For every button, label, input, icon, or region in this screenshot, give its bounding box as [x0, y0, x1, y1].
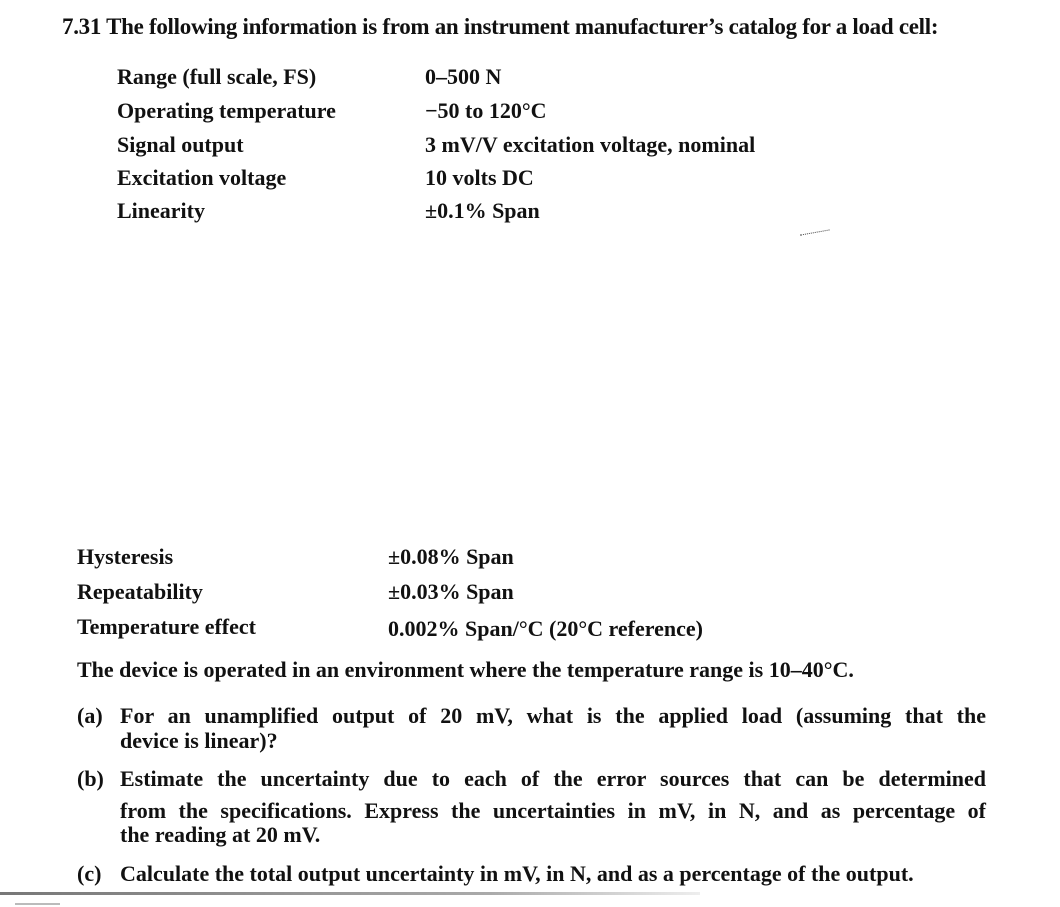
part-label: (b) [77, 766, 104, 791]
spec-value: 10 volts DC [425, 165, 534, 190]
spec-value: ±0.08% Span [388, 544, 514, 569]
spec-label: Signal output [117, 132, 244, 157]
spec-label: Linearity [117, 198, 205, 223]
spec-value: 3 mV/V excitation voltage, nominal [425, 132, 756, 157]
spec-label: Excitation voltage [117, 165, 287, 190]
page-edge-divider [0, 892, 700, 895]
part-text-line: For an unamplified output of 20 mV, what is the applied load (assuming that the [120, 703, 986, 728]
problem-number: 7.31 [62, 14, 102, 39]
spec-label: Hysteresis [77, 544, 174, 569]
spec-label: Temperature effect [77, 614, 256, 639]
part-text-line: the reading at 20 mV. [120, 822, 321, 847]
spec-label: Repeatability [77, 579, 203, 604]
part-text-line: from the specifications. Express the uncertainties in mV, in N, and as percentage of [120, 798, 986, 823]
spec-value: ±0.1% Span [425, 198, 540, 223]
page-edge-mark [15, 903, 60, 905]
environment-text: The device is operated in an environment where the temperature range is 10–40°C. [77, 657, 854, 682]
part-text-line: Estimate the uncertainty due to each of the error sources that can be determined [120, 766, 986, 791]
problem-intro: The following information is from an instrument manufacturer’s catalog for a load cell: [106, 14, 939, 39]
problem-heading [62, 14, 938, 40]
scan-artifact [800, 229, 830, 238]
part-label: (c) [77, 861, 102, 886]
spec-value: 0.002% Span/°C (20°C reference) [388, 616, 703, 641]
part-text-line: device is linear)? [120, 728, 278, 753]
spec-label: Operating temperature [117, 98, 336, 123]
spec-value: 0–500 N [425, 64, 502, 89]
spec-value: ±0.03% Span [388, 579, 514, 604]
part-text-line: Calculate the total output uncertainty in mV, in N, and as a percentage of the output. [120, 861, 914, 886]
part-label: (a) [77, 703, 103, 728]
spec-label: Range (full scale, FS) [117, 64, 317, 89]
spec-value: −50 to 120°C [425, 98, 547, 123]
